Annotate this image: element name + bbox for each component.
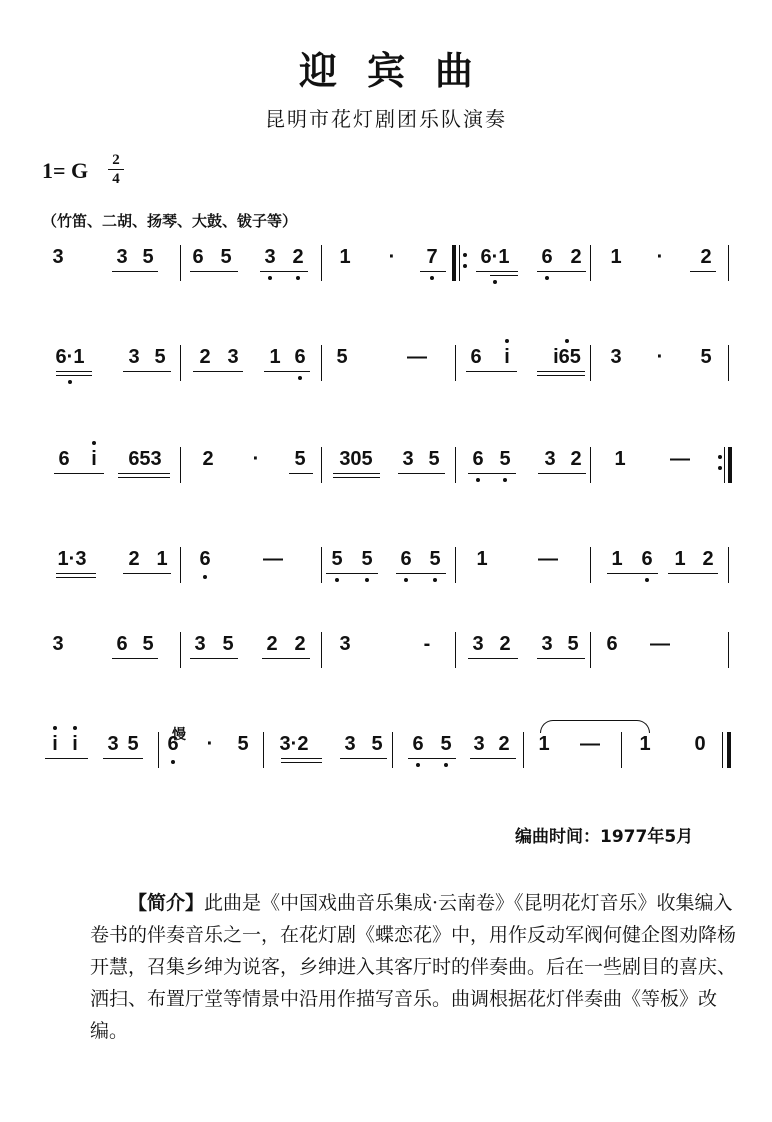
octave-dot-low: [365, 578, 369, 582]
bar-line: [590, 447, 591, 483]
score-note: -: [423, 633, 431, 655]
bar-line: [321, 447, 322, 483]
bar-line: [321, 245, 322, 281]
score-note: 5: [331, 548, 343, 570]
score-note: 2: [128, 548, 140, 570]
score-note: ·: [656, 346, 664, 368]
octave-dot-low: [268, 276, 272, 280]
final-bar-thick: [727, 732, 731, 768]
score-note: 6: [294, 346, 306, 368]
score-note: ·: [656, 246, 664, 268]
beam-line: [690, 271, 716, 272]
score-note: 2: [700, 246, 712, 268]
bar-line: [321, 632, 322, 668]
octave-dot-high: [53, 726, 57, 730]
score-note: 6: [116, 633, 128, 655]
octave-dot-low: [298, 376, 302, 380]
beam-line-double: [56, 375, 92, 376]
beam-line: [420, 271, 446, 272]
bar-line: [455, 345, 456, 381]
beam-line: [333, 473, 380, 474]
score-note: 3: [52, 633, 64, 655]
bar-line: [590, 632, 591, 668]
score-note: 1: [269, 346, 281, 368]
score-note: i65: [553, 346, 581, 368]
composition-date: 编曲时间：1977年5月: [515, 827, 694, 847]
score-note: 1: [476, 548, 488, 570]
beam-line: [537, 271, 586, 272]
beam-line: [190, 658, 238, 659]
score-note: 5: [127, 733, 139, 755]
score-note: 1: [538, 733, 550, 755]
score-note: —: [407, 346, 427, 368]
score-note: 2: [499, 633, 511, 655]
octave-dot-low: [430, 276, 434, 280]
score-note: 6: [192, 246, 204, 268]
octave-dot-low: [476, 478, 480, 482]
score-note: 5: [222, 633, 234, 655]
score-note: 5: [336, 346, 348, 368]
repeat-dot: [718, 455, 722, 459]
repeat-dot: [463, 264, 467, 268]
beam-line: [398, 473, 445, 474]
intro-label: 【简介】: [128, 892, 205, 914]
beam-line: [264, 371, 310, 372]
score-note: 5: [154, 346, 166, 368]
score-note: 2: [570, 246, 582, 268]
beam-line: [537, 658, 585, 659]
bar-line: [321, 345, 322, 381]
repeat-dot: [463, 253, 467, 257]
octave-dot-low: [68, 380, 72, 384]
octave-dot-low: [296, 276, 300, 280]
bar-line: [455, 447, 456, 483]
tie-slur: [540, 720, 650, 733]
octave-dot-low: [404, 578, 408, 582]
beam-line: [466, 371, 517, 372]
intro-text: 此曲是《中国戏曲音乐集成·云南卷》《昆明花灯音乐》收集编入卷书的伴奏音乐之一，在花灯剧《蝶恋花》中，用作反动军阀何健企图劝降杨开慧，召集乡绅为说客，乡绅进入其客厅时的伴奏曲。后在一些剧目的喜庆、洒扫、布置厅堂等情景中沿用作描写音乐。曲调根据花灯伴奏曲《等板》改编。: [90, 892, 737, 1042]
octave-dot-low: [645, 578, 649, 582]
beam-line: [326, 573, 378, 574]
score-note: 6: [199, 548, 211, 570]
bar-line: [180, 245, 181, 281]
score-note: 5: [142, 633, 154, 655]
beam-line-double: [281, 762, 322, 763]
score-note: 305: [339, 448, 373, 470]
octave-dot-low: [335, 578, 339, 582]
score-note: 5: [428, 448, 440, 470]
beam-line: [190, 271, 238, 272]
beam-line: [289, 473, 313, 474]
octave-dot-low: [493, 280, 497, 284]
score-note: 2: [570, 448, 582, 470]
octave-dot-high: [505, 339, 509, 343]
score-note: 3: [264, 246, 276, 268]
time-signature-bottom: 4: [112, 171, 120, 187]
bar-line: [728, 345, 729, 381]
beam-line: [537, 371, 585, 372]
score-note: —: [538, 548, 558, 570]
beam-line: [123, 573, 171, 574]
score-note: 2: [294, 633, 306, 655]
score-note: 5: [440, 733, 452, 755]
octave-dot-high: [73, 726, 77, 730]
bar-line: [455, 632, 456, 668]
bar-line: [590, 547, 591, 583]
score-note: 6: [472, 448, 484, 470]
score-note: 6: [470, 346, 482, 368]
octave-dot-low: [503, 478, 507, 482]
score-note: 6·1: [480, 246, 510, 268]
bar-line: [158, 732, 159, 768]
score-note: 6: [412, 733, 424, 755]
beam-line: [56, 371, 92, 372]
score-note: 5: [567, 633, 579, 655]
octave-dot-high: [565, 339, 569, 343]
score-note: i: [91, 448, 97, 470]
score-note: 3: [610, 346, 622, 368]
score-note: 5: [371, 733, 383, 755]
score-note: 5: [499, 448, 511, 470]
score-note: 3: [339, 633, 351, 655]
score-note: 6: [400, 548, 412, 570]
repeat-start-thin: [459, 245, 460, 281]
score-note: 6·1: [55, 346, 85, 368]
beam-line: [103, 758, 143, 759]
score-note: i: [52, 733, 58, 755]
score-note: 3: [52, 246, 64, 268]
beam-line: [54, 473, 104, 474]
score-note: 7: [426, 246, 438, 268]
bar-line: [523, 732, 524, 768]
score-note: 6: [641, 548, 653, 570]
octave-dot-low: [171, 760, 175, 764]
bar-line: [263, 732, 264, 768]
score-note: 2: [199, 346, 211, 368]
score-note: 3: [472, 633, 484, 655]
beam-line: [56, 573, 96, 574]
score-note: 3: [194, 633, 206, 655]
beam-line: [468, 473, 516, 474]
repeat-end-thin: [724, 447, 725, 483]
beam-line: [668, 573, 718, 574]
score-note: 1: [339, 246, 351, 268]
score-note: 5: [142, 246, 154, 268]
score-note: ·: [252, 448, 260, 470]
bar-line: [728, 547, 729, 583]
beam-line: [281, 758, 322, 759]
bar-line: [321, 547, 322, 583]
bar-line: [392, 732, 393, 768]
beam-line: [538, 473, 586, 474]
final-bar-thin: [722, 732, 723, 768]
score-note: 1: [611, 548, 623, 570]
bar-line: [621, 732, 622, 768]
beam-line: [112, 658, 158, 659]
score-note: 2: [498, 733, 510, 755]
score-note: 5: [700, 346, 712, 368]
beam-line-double: [56, 577, 96, 578]
tempo-mark: 慢: [172, 727, 186, 743]
score-note: 2: [202, 448, 214, 470]
score-note: 3: [227, 346, 239, 368]
beam-line: [260, 271, 308, 272]
score-note: —: [650, 633, 670, 655]
score-note: —: [670, 448, 690, 470]
score-note: i: [72, 733, 78, 755]
bar-line: [728, 632, 729, 668]
score-note: 3·2: [279, 733, 309, 755]
score-note: 6: [58, 448, 70, 470]
repeat-dot: [718, 466, 722, 470]
beam-line-double: [118, 477, 170, 478]
beam-line: [123, 371, 171, 372]
score-note: 6: [606, 633, 618, 655]
score-note: 3: [402, 448, 414, 470]
score-note: ·: [206, 733, 214, 755]
bar-line: [180, 632, 181, 668]
octave-dot-low: [444, 763, 448, 767]
beam-line: [607, 573, 658, 574]
score-note: i: [504, 346, 510, 368]
bar-line: [180, 447, 181, 483]
beam-line: [118, 473, 170, 474]
octave-dot-low: [433, 578, 437, 582]
score-note: 5: [294, 448, 306, 470]
score-note: 6: [541, 246, 553, 268]
score-note: 3: [541, 633, 553, 655]
introduction: [90, 887, 738, 1047]
beam-line: [470, 758, 516, 759]
octave-dot-low: [416, 763, 420, 767]
beam-line-double: [333, 477, 380, 478]
score-note: 3: [544, 448, 556, 470]
beam-line: [45, 758, 88, 759]
beam-line: [396, 573, 446, 574]
beam-line-double: [537, 375, 585, 376]
score-note: 2: [266, 633, 278, 655]
score-note: 3: [107, 733, 119, 755]
key-signature: 1= G: [42, 158, 89, 183]
score-note: 3: [116, 246, 128, 268]
score-note: 653: [128, 448, 162, 470]
score-note: 2: [702, 548, 714, 570]
score-note: 3: [344, 733, 356, 755]
score-note: 1: [610, 246, 622, 268]
beam-line: [193, 371, 243, 372]
bar-line: [590, 245, 591, 281]
score-note: 1: [156, 548, 168, 570]
page-title: 迎宾曲: [298, 48, 503, 93]
score-note: 1·3: [57, 548, 87, 570]
octave-dot-low: [203, 575, 207, 579]
beam-line: [468, 658, 518, 659]
beam-line: [476, 271, 518, 272]
page-subtitle: 昆明市花灯剧团乐队演奏: [265, 107, 507, 131]
score-note: —: [263, 548, 283, 570]
score-note: 1: [614, 448, 626, 470]
bar-line: [728, 245, 729, 281]
beam-line-double: [490, 275, 518, 276]
score-note: ·: [388, 246, 396, 268]
score-note: 6: [167, 733, 179, 755]
time-signature-top: 2: [112, 152, 120, 168]
score-note: 5: [429, 548, 441, 570]
beam-line: [408, 758, 456, 759]
score-note: 2: [292, 246, 304, 268]
repeat-end-thick: [728, 447, 732, 483]
instrument-list: （竹笛、二胡、扬琴、大鼓、钹子等）: [42, 212, 298, 230]
score-note: 3: [473, 733, 485, 755]
score-note: 0: [694, 733, 706, 755]
score-note: 5: [220, 246, 232, 268]
bar-line: [455, 547, 456, 583]
score-note: 5: [237, 733, 249, 755]
score-note: —: [580, 733, 600, 755]
score-note: 1: [674, 548, 686, 570]
score-note: 1: [639, 733, 651, 755]
bar-line: [180, 547, 181, 583]
bar-line: [180, 345, 181, 381]
beam-line: [262, 658, 310, 659]
octave-dot-high: [92, 441, 96, 445]
beam-line: [112, 271, 158, 272]
beam-line: [340, 758, 387, 759]
score-note: 3: [128, 346, 140, 368]
bar-line: [590, 345, 591, 381]
repeat-start-thick: [452, 245, 456, 281]
octave-dot-low: [545, 276, 549, 280]
score-note: 5: [361, 548, 373, 570]
